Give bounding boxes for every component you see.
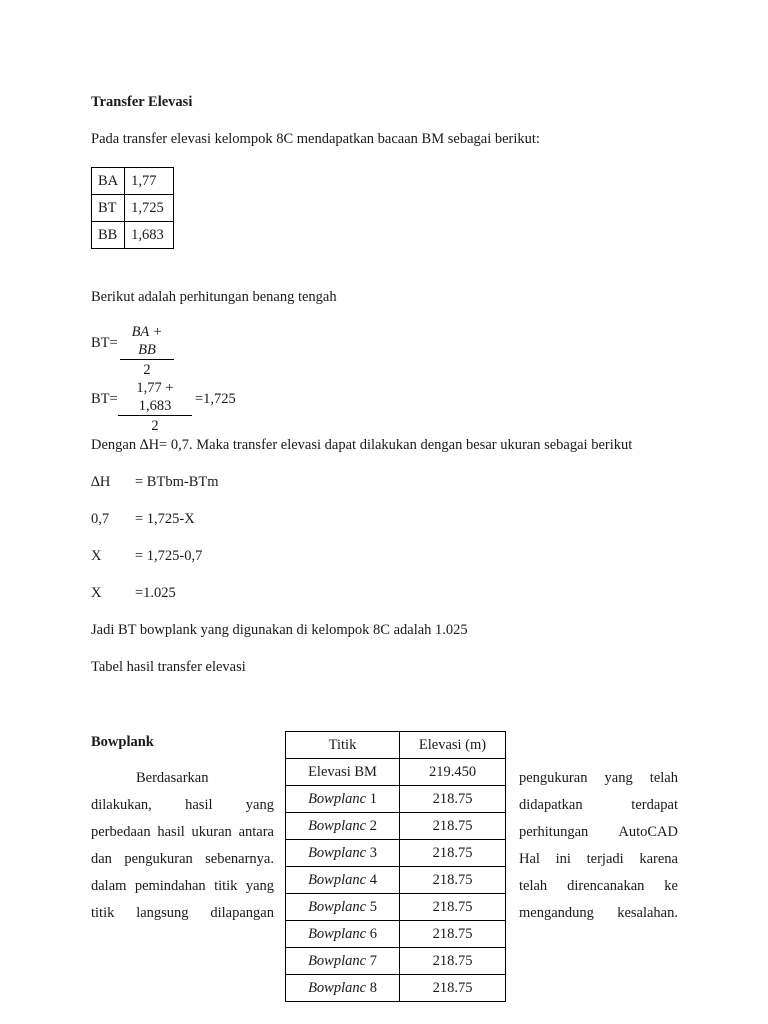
word: direncanakan	[567, 878, 645, 894]
point-name: Bowplanc	[308, 844, 367, 861]
bm-row	[92, 168, 174, 195]
word: dalam	[91, 878, 127, 894]
word: hasil	[185, 797, 213, 813]
text-line	[519, 824, 678, 841]
point-cell: Bowplanc 6	[286, 921, 400, 948]
text-line	[519, 770, 678, 787]
point-name: Bowplanc	[308, 817, 367, 834]
word: telah	[519, 878, 548, 894]
word: terjadi	[586, 851, 624, 867]
elevation-cell: 218.75	[400, 948, 506, 975]
elevation-cell: 218.75	[400, 921, 506, 948]
table-row	[286, 948, 506, 975]
point-name: Bowplanc	[308, 979, 367, 996]
formula2-result: =1,725	[195, 391, 236, 407]
equation-lhs: X	[91, 585, 102, 601]
elevation-cell: 218.75	[400, 867, 506, 894]
table-header-row	[286, 732, 506, 759]
bm-row	[92, 195, 174, 222]
word: hasil	[157, 824, 185, 840]
bm-key: BB	[92, 222, 125, 249]
formula2-denominator: 2	[151, 418, 159, 434]
elevation-cell: 218.75	[400, 786, 506, 813]
word: pengukuran	[124, 851, 193, 867]
elevation-cell: 218.75	[400, 840, 506, 867]
point-cell: Bowplanc 2	[286, 813, 400, 840]
word: ukuran	[191, 824, 232, 840]
word: perbedaan	[91, 824, 151, 840]
word: pengukuran	[519, 770, 588, 786]
table-row	[286, 786, 506, 813]
point-name: Bowplanc	[308, 952, 367, 969]
conclusion-paragraph: Jadi BT bowplank yang digunakan di kelompok 8C adalah 1.025	[91, 622, 468, 638]
word: Hal	[519, 851, 540, 867]
column-header: Titik	[286, 732, 400, 759]
formula1-denominator: 2	[143, 362, 151, 378]
table-row	[286, 759, 506, 786]
table-row	[286, 975, 506, 1002]
word: kesalahan.	[617, 905, 678, 921]
formula1-lhs: BT=	[91, 335, 118, 351]
word: yang	[245, 797, 274, 813]
word: ini	[555, 851, 571, 867]
word: terdapat	[631, 797, 678, 813]
elevation-cell: 218.75	[400, 975, 506, 1002]
point-cell: Elevasi BM	[286, 759, 400, 786]
text-line	[91, 905, 274, 922]
point-cell: Bowplanc 4	[286, 867, 400, 894]
equation-rhs: = 1,725-X	[135, 511, 195, 527]
equation-lhs: X	[91, 548, 102, 564]
word: langsung	[136, 905, 189, 921]
bm-value: 1,77	[125, 168, 174, 195]
word: mengandung	[519, 905, 594, 921]
word: yang	[604, 770, 633, 786]
delta-h-paragraph: Dengan ∆H= 0,7. Maka transfer elevasi dapat dilakukan dengan besar ukuran sebagai berikut	[91, 437, 633, 453]
bm-value: 1,725	[125, 195, 174, 222]
formula1-fraction	[120, 323, 174, 380]
equation-rhs: =1.025	[135, 585, 176, 601]
column-header: Elevasi (m)	[400, 732, 506, 759]
point-name: Bowplanc	[308, 790, 367, 807]
word: titik	[91, 905, 115, 921]
word: yang	[245, 878, 274, 894]
point-name: Bowplanc	[308, 871, 367, 888]
equation-rhs: = BTbm-BTm	[135, 474, 219, 490]
table-row	[286, 813, 506, 840]
text-line	[519, 878, 678, 895]
text-line	[91, 824, 274, 841]
text-line	[519, 851, 678, 868]
word: karena	[639, 851, 678, 867]
word: dilapangan	[210, 905, 274, 921]
equation-lhs: 0,7	[91, 511, 110, 527]
table-row	[286, 840, 506, 867]
word: sebenarnya.	[205, 851, 274, 867]
bm-value: 1,683	[125, 222, 174, 249]
intro-paragraph: Pada transfer elevasi kelompok 8C mendapatkan bacaan BM sebagai berikut:	[91, 131, 540, 147]
point-cell: Bowplanc 8	[286, 975, 400, 1002]
word: telah	[649, 770, 678, 786]
bm-readings-table	[91, 167, 174, 249]
point-cell: Bowplanc 7	[286, 948, 400, 975]
elevation-cell: 219.450	[400, 759, 506, 786]
text-line	[91, 851, 274, 868]
point-name: Bowplanc	[308, 898, 367, 915]
text-line	[91, 878, 274, 895]
bm-key: BA	[92, 168, 125, 195]
elevation-cell: 218.75	[400, 813, 506, 840]
word: dilakukan,	[91, 797, 152, 813]
formula2-fraction	[118, 379, 192, 436]
bm-row	[92, 222, 174, 249]
table-row	[286, 867, 506, 894]
point-cell: Bowplanc 5	[286, 894, 400, 921]
bowplank-heading: Bowplank	[91, 734, 154, 750]
word: ke	[664, 878, 678, 894]
table-row	[286, 921, 506, 948]
equation-lhs: ∆H	[91, 474, 111, 490]
equation-rhs: = 1,725-0,7	[135, 548, 203, 564]
point-cell: Bowplanc 1	[286, 786, 400, 813]
word: titik	[214, 878, 238, 894]
calculation-intro: Berikut adalah perhitungan benang tengah	[91, 289, 337, 305]
formula2-lhs: BT=	[91, 391, 118, 407]
table-row	[286, 894, 506, 921]
section-heading: Transfer Elevasi	[91, 94, 193, 110]
word: AutoCAD	[618, 824, 678, 840]
elevation-results-table	[285, 731, 506, 1002]
text-line	[519, 797, 678, 814]
text-line	[136, 770, 274, 787]
word: perhitungan	[519, 824, 589, 840]
word: Berdasarkan	[136, 770, 209, 786]
point-cell: Bowplanc 3	[286, 840, 400, 867]
text-line	[91, 797, 274, 814]
word: didapatkan	[519, 797, 583, 813]
formula1-numerator: BA + BB	[120, 323, 174, 360]
word: antara	[238, 824, 274, 840]
formula2-numerator: 1,77 + 1,683	[118, 379, 192, 416]
word: dan	[91, 851, 112, 867]
elevation-cell: 218.75	[400, 894, 506, 921]
table-caption: Tabel hasil transfer elevasi	[91, 659, 246, 675]
word: pemindahan	[134, 878, 206, 894]
point-name: Bowplanc	[308, 925, 367, 942]
text-line	[519, 905, 678, 922]
bm-key: BT	[92, 195, 125, 222]
